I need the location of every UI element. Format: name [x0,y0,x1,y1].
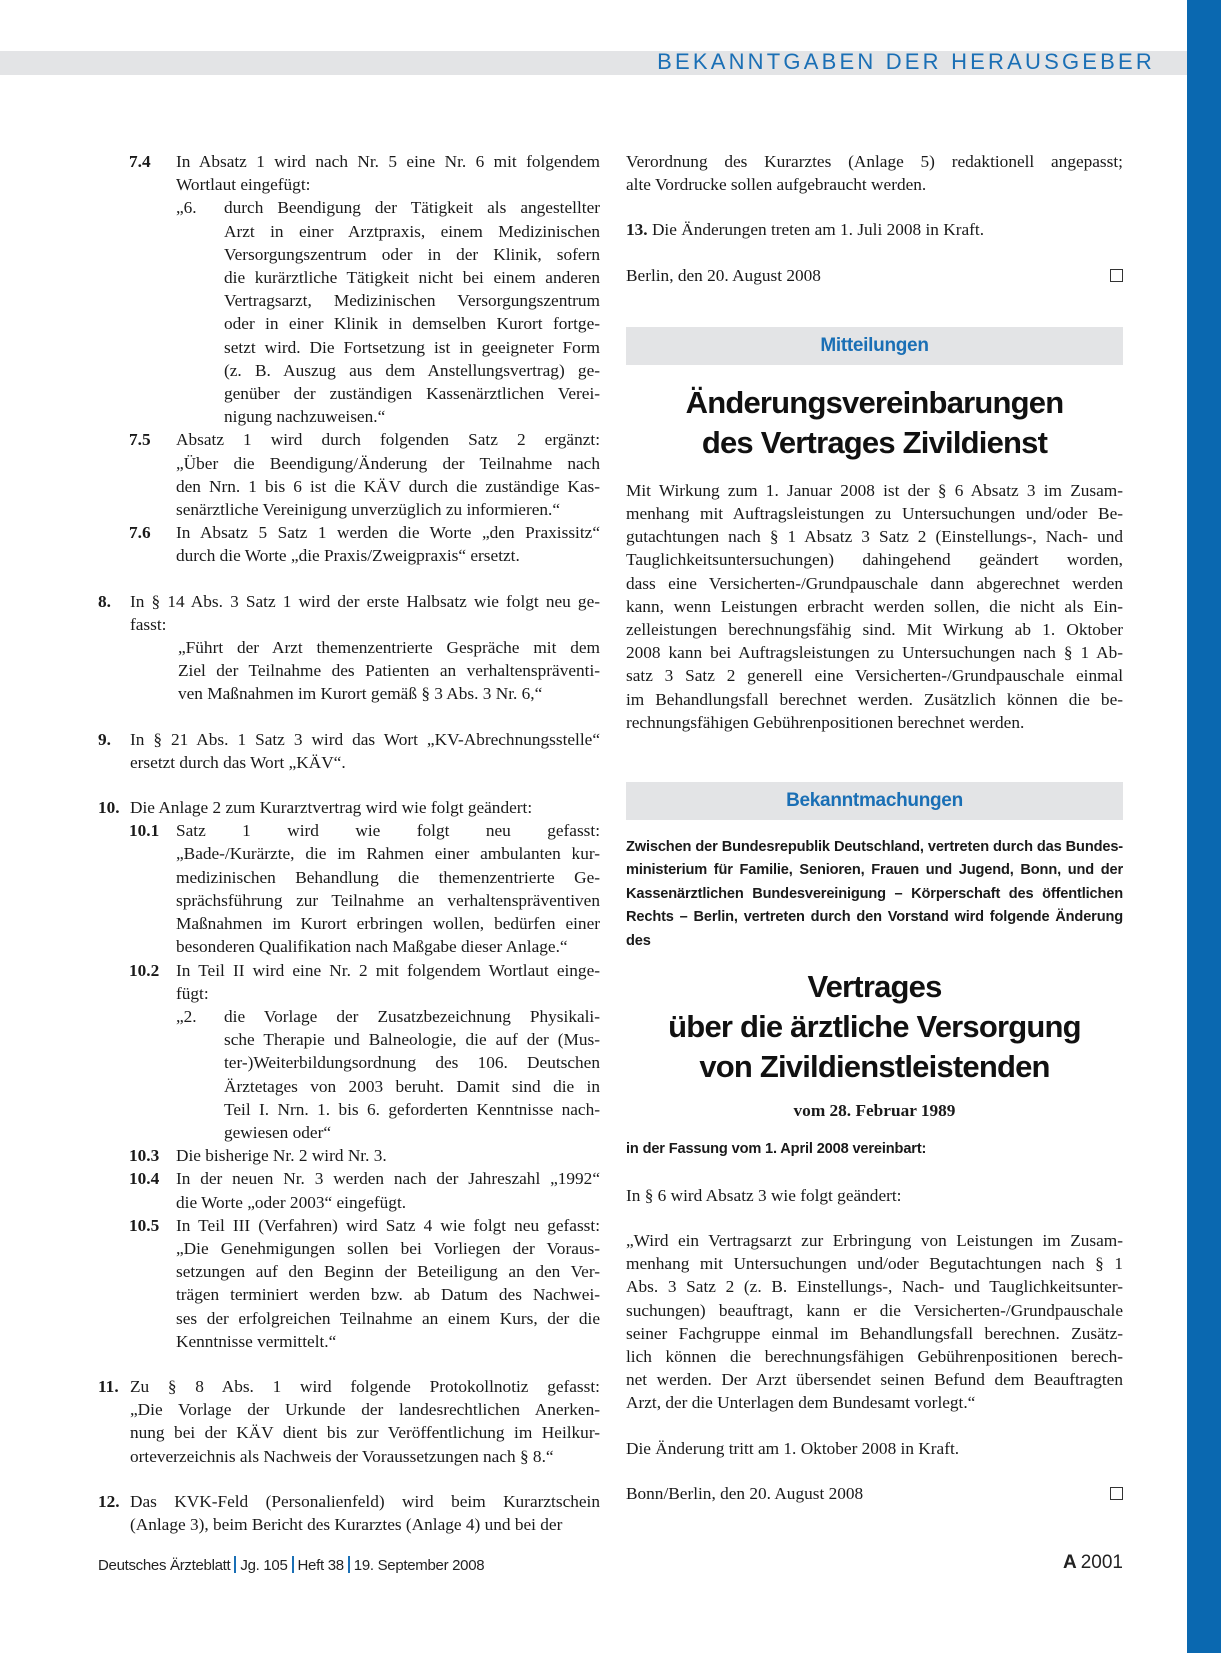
text-line: orteverzeichnis als Nachweis der Voraussetzungen nach § 8.“ [130,1446,554,1466]
item-10-4 [98,1167,600,1213]
nested-item [176,1005,600,1144]
item-number: 9. [98,729,111,749]
item-text [130,728,600,774]
item-number: 10.2 [129,960,160,980]
text-line: In § 21 Abs. 1 Satz 3 wird das Wort „KV-Abrechnungsstelle“ [130,729,600,749]
item-9 [98,728,600,774]
text-line: Arzt, der die Unterlagen dem Bundesamt vorlegt.“ [626,1393,976,1413]
text-line: 2008 kann bei Auftragsleistungen zu Untersuchungen nach § 1 Ab- [626,643,1123,663]
text-line: „Die Vorlage der Urkunde der landesrechtlichen Anerken- [130,1400,600,1420]
text-line: (Anlage 3), beim Bericht des Kurarztes (Anlage 4) und bei der [130,1514,563,1534]
text-line: Satz 1 wird wie folgt neu gefasst: [176,821,600,841]
end-square-icon [1110,269,1123,282]
item-text [130,1375,600,1468]
page-number-value: 2001 [1080,1552,1123,1573]
footer-separator [348,1556,350,1573]
journal-volume: Jg. 105 [240,1557,288,1574]
section-band-bekanntmachungen: Bekanntmachungen [626,782,1123,820]
item-text [176,819,600,958]
text-line: „Die Genehmigungen sollen bei Vorliegen der Voraus- [176,1238,600,1258]
text-line: menhang mit Auftragsleistungen zu Untersuchungen und/oder Be- [626,504,1123,524]
item-text [130,796,600,819]
text-line: fügt: [176,983,209,1003]
right-column [626,150,1123,1505]
text-line: rechnungsfähigen Gebührenpositionen berechnet werden. [626,712,1025,732]
text-line: net werden. Der Arzt übersendet seinen Befund dem Beauftragten [626,1370,1123,1390]
headline-line: Änderungsvereinbarungen [685,384,1064,420]
item-7-6 [98,521,600,567]
item-number: 10.5 [129,1215,160,1235]
item-10-5 [98,1214,600,1353]
journal-date: 19. September 2008 [353,1557,485,1574]
text-line: satz 3 Satz 2 generell eine Versicherten-/Grundpauschale einmal [626,666,1123,686]
text-line: Abs. 3 Satz 2 (z. B. Einstellungs-, Nach- und Tauglichkeitsunter- [626,1277,1123,1297]
text-line: gutachtungen nach § 1 Absatz 3 Satz 2 (Einstellungs-, Nach- und [626,527,1123,547]
headline-line: über die ärztliche Versorgung [668,1009,1081,1045]
text-line: Das KVK-Feld (Personalienfeld) wird beim Kurarztschein [130,1491,600,1511]
text-line: „Über die Beendigung/Änderung der Teilnahme nach [176,453,600,473]
text-line: ersetzt durch das Wort „KÄV“. [130,752,346,772]
journal-name: Deutsches Ärzteblatt [98,1557,231,1574]
item-text [130,590,600,636]
text-line: dass eine Versicherten-/Grundpauschale dann abgerechnet werden [626,573,1123,593]
text-line: ministerium für Familie, Senioren, Frauen und Jugend, Bonn, und der [626,862,1123,879]
headline-vertrages [626,967,1123,1087]
text-line: alte Vordrucke sollen aufgebraucht werden. [626,175,927,195]
item-7-5 [98,428,600,521]
text-line: sche Therapie und Balneologie, die auf der (Mus- [224,1030,600,1050]
page-number [1063,1552,1123,1574]
item-quote [130,636,600,706]
text-line: Versorgungszentrum oder in der Klinik, sofern [224,244,600,264]
contract-date: vom 28. Februar 1989 [793,1101,956,1121]
text-line: seiner Fachgruppe einmal im Behandlungsfall berechnen. Zusätz- [626,1323,1123,1343]
nested-item [176,196,600,428]
text-line: nung bei der KÄV dient bis zur Veröffentlichung im Heilkur- [130,1423,600,1443]
item-number: 7.5 [129,430,151,450]
footer-citation [98,1556,484,1574]
text-line: ter-)Weiterbildungsordnung des 106. Deutschen [224,1053,600,1073]
text-line: besonderen Qualifikation nach Maßgabe dieser Anlage.“ [176,937,568,957]
item-10 [98,796,600,819]
side-color-bar [1187,0,1221,1653]
item-number: 7.4 [129,152,151,171]
text-line: Wortlaut eingefügt: [176,175,311,195]
text-line: ses der erfolgreichen Teilnahme an einem Kurs, der die [176,1308,600,1328]
nested-item-text [224,1005,600,1144]
item-7-4 [98,150,600,428]
text-line: Kenntnisse vermittelt.“ [176,1331,337,1351]
section-header-title: BEKANNTGABEN DER HERAUSGEBER [657,49,1155,74]
page-prefix: A [1062,1552,1077,1573]
item-text [176,1167,600,1213]
text-line: fasst: [130,614,167,634]
text-line: setzungen auf den Beginn der Beteiligung an den Ver- [176,1262,600,1282]
item-number: 10.4 [129,1169,160,1189]
item-text [176,521,600,567]
text-line: „Bade-/Kurärzte, die im Rahmen einer ambulanten kur- [176,844,600,864]
text-line: durch die Worte „die Praxis/Zweigpraxis“ ersetzt. [176,546,520,566]
item-number: 7.6 [129,523,151,543]
text-line: den Nrn. 1 bis 6 ist die KÄV durch die zuständige Kas- [176,476,600,496]
item-13 [626,218,1123,241]
text-line: Tauglichkeitsuntersuchungen) dahingehend geändert worden, [626,550,1123,570]
item-11 [98,1375,600,1468]
place-date: Berlin, den 20. August 2008 [626,265,821,285]
item-number: 13. [626,220,648,240]
place-date: Bonn/Berlin, den 20. August 2008 [626,1483,864,1503]
text-line: suchungen) beauftragt, kann er die Versicherten-/Grundpauschale [626,1300,1123,1320]
continued-text [626,150,1123,196]
text-line: menhang mit Untersuchungen und/oder Begutachtungen nach § 1 [626,1254,1123,1274]
page-footer [98,1553,1123,1577]
item-number: 10.1 [129,821,160,841]
item-number: 10.3 [129,1146,160,1166]
effective-date-text: Die Änderung tritt am 1. Oktober 2008 in Kraft. [626,1438,960,1458]
journal-issue: Heft 38 [297,1557,344,1574]
item-number: 8. [98,591,111,611]
text-line: Die Anlage 2 zum Kurarztvertrag wird wie folgt geändert: [130,798,533,818]
text-line: Zu § 8 Abs. 1 wird folgende Protokollnotiz gefasst: [130,1376,600,1396]
contract-version: in der Fassung vom 1. April 2008 vereinbart: [626,1141,927,1158]
item-10-1 [98,819,600,958]
nested-item-mark: „6. [176,198,197,218]
headline-line: Vertrages [807,969,942,1005]
change-quote [626,1229,1123,1415]
item-text [176,959,600,1005]
text-line: In der neuen Nr. 3 werden nach der Jahreszahl „1992“ [176,1169,600,1189]
signature-line-1 [626,264,1123,287]
text-line: oder in einer Klinik in demselben Kurort fortge- [224,314,600,334]
item-text [130,1490,600,1536]
text-line: die Vorlage der Zusatzbezeichnung Physikali- [224,1006,600,1026]
text-line: medizinischen Behandlung die themenzentrierte Ge- [176,867,600,887]
text-line: Ärztetages von 2003 beruht. Damit sind die in [224,1076,600,1096]
text-line: sprächsführung zur Teilnahme an verhaltenspräventiven [176,890,600,910]
item-text [176,1214,600,1353]
item-number: 11. [98,1376,119,1396]
text-line: ven Maßnahmen im Kurort gemäß § 3 Abs. 3 Nr. 6,“ [178,684,543,704]
text-line: „Führt der Arzt themenzentrierte Gespräche mit dem [178,638,600,658]
mitteilung-body [626,479,1123,734]
headline-line: von Zivildienstleistenden [699,1049,1050,1085]
text-line: Vertragsarzt, Medizinischen Versorgungszentrum [224,291,600,311]
text-line: Die bisherige Nr. 2 wird Nr. 3. [176,1146,387,1166]
text-line: „Wird ein Vertragsarzt zur Erbringung von Leistungen im Zusam- [626,1230,1123,1250]
left-column [98,150,600,1536]
text-line: lich können die berechnungsfähigen Gebührenpositionen berech- [626,1346,1123,1366]
item-text [176,150,600,196]
signature-line-2 [626,1482,1123,1505]
text-line: Teil I. Nrn. 1. bis 6. geforderten Kenntnisse nach- [224,1099,600,1119]
item-number: 12. [98,1491,120,1511]
text-line: Mit Wirkung zum 1. Januar 2008 ist der § 6 Absatz 3 im Zusam- [626,480,1123,500]
text-line: Ziel der Teilnahme des Patienten an verhaltenspräventi- [178,661,600,681]
text-line: Arzt in einer Arztpraxis, einem Medizinischen [224,221,600,241]
nested-item-text [224,196,600,428]
text-line: kann, wenn Leistungen erbracht werden sollen, die nicht als Ein- [626,596,1123,616]
headline-line: des Vertrages Zivildienst [701,424,1048,460]
text-line: nigung nachzuweisen.“ [224,407,386,427]
contract-parties-intro [626,836,1123,953]
item-10-3 [98,1144,600,1167]
change-intro: In § 6 wird Absatz 3 wie folgt geändert: [626,1185,902,1205]
text-line: gewiesen oder“ [224,1122,331,1142]
footer-separator [292,1556,294,1573]
item-text [176,428,600,521]
text-line: In § 14 Abs. 3 Satz 1 wird der erste Halbsatz wie folgt neu ge- [130,591,600,611]
footer-separator [234,1556,236,1573]
text-line: im Behandlungsfall berechnet werden. Zusätzlich können die be- [626,689,1123,709]
text-line: genüber der zuständigen Kassenärztlichen Verei- [224,384,600,404]
text-line: Kassenärztlichen Bundesvereinigung – Körperschaft des öffentlichen [626,885,1123,902]
text-line: die Worte „oder 2003“ eingefügt. [176,1192,407,1212]
text-line: Zwischen der Bundesrepublik Deutschland, vertreten durch das Bundes- [626,839,1123,856]
text-line: trägen terminiert werden bzw. ab Datum des Nachwei- [176,1285,600,1305]
text-line: Absatz 1 wird durch folgenden Satz 2 ergänzt: [176,430,600,450]
nested-item-mark: „2. [176,1006,197,1026]
text-line: die kurärztliche Tätigkeit nicht bei einem anderen [224,268,600,288]
text-line: durch Beendigung der Tätigkeit als angestellter [224,198,600,218]
headline-aenderungsvereinbarungen [626,383,1123,463]
text-line: (z. B. Auszug aus dem Anstellungsvertrag) ge- [224,360,600,380]
text-line: senärztliche Vereinigung unverzüglich zu informieren.“ [176,500,561,520]
item-number: 10. [98,798,120,818]
text-line: In Teil II wird eine Nr. 2 mit folgendem Wortlaut einge- [176,960,600,980]
text-line: Maßnahmen im Kurort erbringen wollen, bedürfen einer [176,914,600,934]
text-line: setzt wird. Die Fortsetzung ist in geeigneter Form [224,337,600,357]
item-text: Die Änderungen treten am 1. Juli 2008 in Kraft. [651,220,985,240]
text-line: Rechts – Berlin, vertreten durch den Vorstand wird folgende Änderung des [626,909,1123,949]
section-band-mitteilungen: Mitteilungen [626,327,1123,365]
item-text [176,1144,600,1167]
text-line: In Absatz 5 Satz 1 werden die Worte „den Praxissitz“ [176,523,600,543]
text-line: In Absatz 1 wird nach Nr. 5 eine Nr. 6 mit folgendem [176,152,600,171]
text-line: Verordnung des Kurarztes (Anlage 5) redaktionell angepasst; [626,152,1123,171]
text-line: In Teil III (Verfahren) wird Satz 4 wie folgt neu gefasst: [176,1215,600,1235]
item-8 [98,590,600,706]
end-square-icon [1110,1487,1123,1500]
item-12 [98,1490,600,1536]
item-10-2 [98,959,600,1145]
text-line: zelleistungen berechnungsfähig sind. Mit Wirkung ab 1. Oktober [626,620,1123,640]
